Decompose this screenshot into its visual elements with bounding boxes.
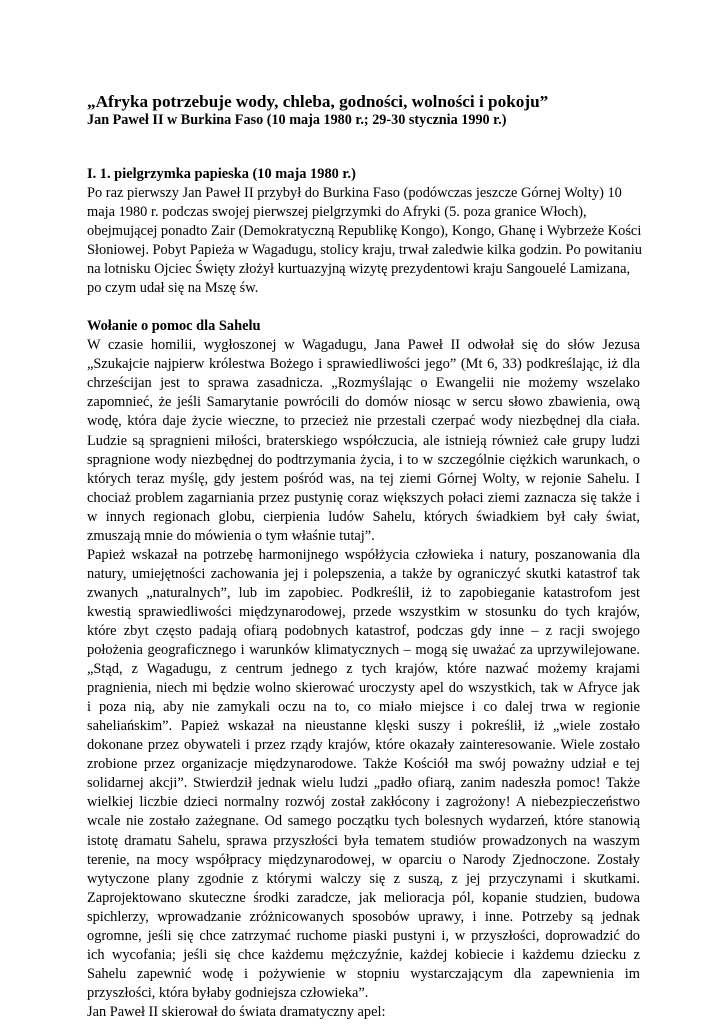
text-line: przyszłości, która byłaby godniejsza człowieka”. <box>87 984 369 1001</box>
text-line: Po raz pierwszy Jan Paweł II przybył do Burkina Faso (podówczas jeszcze Górnej Wolty) 10 <box>87 185 622 201</box>
text-line: terenie, na mocy współpracy międzynarodowej, w oparciu o Narody Zjednoczone. Zostały <box>87 851 640 868</box>
text-line: Zaprojektowano skuteczne środki zaradcze, jak melioracja pól, kopanie studzien, budowa <box>87 889 640 906</box>
text-line: maja 1980 r. podczas swojej pierwszej pielgrzymki do Afryki (5. poza granice Włoch), <box>87 204 587 221</box>
text-line: saheliańskim”. Papież wskazał na nieustanne klęski suszy i pokreślił, iż „wiele zostało <box>87 718 640 735</box>
text-line: kwestią sprawiedliwości międzynarodowej, przede wszystkim w stosunku do tych krajów, <box>87 603 640 620</box>
text-line: obejmującej ponadto Zair (Demokratyczną Republikę Kongo), Kongo, Ghanę i Wybrzeże Kości <box>87 223 642 240</box>
text-line: które zbyt często padają ofiarą podobnych katastrof, podczas gdy inne – z racji swojego <box>87 622 640 639</box>
text-line: natury, umiejętności zachowania jej i polepszenia, a także by ograniczyć skutki katastrof tak <box>87 565 640 582</box>
text-line: położenia geograficznego i warunków klimatycznych – mogą się uważać za uprzywilejowane. <box>87 642 640 659</box>
document-subtitle: Jan Paweł II w Burkina Faso (10 maja 1980 r.; 29-30 stycznia 1990 r.) <box>87 112 507 128</box>
text-line: i poza nią, aby nie zamykali oczu na to, co miało miejsce i co dalej trwa w regionie <box>87 699 640 716</box>
text-line: chrześcijan jest to sprawa zasadnicza. „Rozmyślając o Ewangelii nie możemy wszelako <box>87 375 640 392</box>
text-line: dokonane przez obywateli i przez rządy krajów, które okazały zainteresowanie. Wiele zostało <box>87 737 640 754</box>
text-line: zmuszają mnie do mówienia o tym właśnie tutaj”. <box>87 527 375 544</box>
spacer <box>87 298 640 317</box>
text-line: ogromne, jeśli się chce zatrzymać ruchome piaski pustyni i, w przyszłości, doprowadzić do <box>87 927 640 944</box>
text-line: wielkiej liczbie dzieci normalny rozwój został zakłócony i zagrożony! A niebezpieczeństwo <box>87 794 640 811</box>
section-heading-sahel: Wołanie o pomoc dla Sahelu <box>87 318 261 335</box>
text-line: zwanych „naturalnych”, lub im zapobiec. Podkreślił, iż to zapobieganie katastrofom jest <box>87 584 640 601</box>
text-line: „Stąd, z Wagadugu, z centrum jednego z tych krajów, które nazwać możemy krajami <box>87 661 640 678</box>
paragraph-homily <box>87 336 640 546</box>
text-line: Sahelu zapewnić wodę i pożywienie w stopniu wystarczającym dla zapewnienia im <box>87 965 640 982</box>
spacer <box>87 129 640 165</box>
paragraph-closing <box>87 1003 640 1022</box>
text-line: chociaż problem zagarniania przez pustynię coraz większych połaci ziemi zaznacza się także i <box>87 489 640 506</box>
text-line: pragnienia, niech mi będzie wolno skierować uroczysty apel do wszystkich, tak w Afryce jak <box>87 680 640 697</box>
text-line: w innych regionach globu, cierpienia ludów Sahelu, których świadkiem był cały świat, <box>87 508 640 525</box>
section-heading-pilgrimage: I. 1. pielgrzymka papieska (10 maja 1980 r.) <box>87 166 356 182</box>
text-line: na lotnisku Ojciec Święty złożył kurtuazyjną wizytę prezydentowi kraju Sangouelé Lamizana, <box>87 261 631 278</box>
text-line: „Szukajcie najpierw królestwa Bożego i sprawiedliwości jego” (Mt 6, 33) podkreślając, iż dla <box>87 356 640 373</box>
text-line: zapomnieć, że jeśli Samarytanie powrócili do domów niosąc w sercu słowo zbawienia, ową <box>87 394 640 411</box>
text-line: solidarnej akcji”. Stwierdził jednak wielu ludzi „padło ofiarą, zanim nadeszła pomoc! Także <box>87 775 640 792</box>
text-line: których teraz myślę, gdy jestem pośród was, na tej ziemi Górnej Wolty, w rejonie Sahelu. I <box>87 470 640 487</box>
text-line: wodę, która daje życie wieczne, to przecież nie przestali czerpać wody niezbędnej dla ciała. <box>87 413 640 430</box>
text-line: Jan Paweł II skierował do świata dramatyczny apel: <box>87 1003 386 1020</box>
text-line: Słoniowej. Pobyt Papieża w Wagadugu, stolicy kraju, trwał zaledwie kilka godzin. Po powitaniu <box>87 242 642 259</box>
text-line: spragnione wody niezbędnej do podtrzymania życia, i to w szczególnie ciężkich warunkach, o <box>87 451 640 468</box>
text-line: istotę dramatu Sahelu, sprawa przyszłości była tematem studiów prowadzonych na waszym <box>87 832 640 849</box>
paragraph-appeal <box>87 546 640 1003</box>
text-line: W czasie homilii, wygłoszonej w Wagadugu, Jana Paweł II odwołał się do słów Jezusa <box>87 337 640 354</box>
text-line: Ludzie są spragnieni miłości, braterskiego współczucia, ale istnieją również całe grupy ludzi <box>87 432 640 449</box>
document-title: „Afryka potrzebuje wody, chleba, godności, wolności i pokoju” <box>87 92 549 111</box>
text-line: wytyczone plany zgodnie z którymi walczy się z suszą, z jej przyczynami i skutkami. <box>87 870 640 887</box>
document-body <box>87 92 640 1022</box>
paragraph-pilgrimage <box>87 184 640 298</box>
text-line: wcale nie zostało zażegnane. Od samego początku tych bolesnych wydarzeń, które stanowią <box>87 813 640 830</box>
text-line: zrobione przez organizacje międzynarodowe. Także Kościół ma swój poważny udział e tej <box>87 756 640 773</box>
text-line: spichlerzy, wprowadzanie zróżnicowanych sposobów uprawy, i inne. Potrzeby są jednak <box>87 908 640 925</box>
text-line: ich wycofania; jeśli się chce każdemu mężczyźnie, każdej kobiecie i każdemu dziecku z <box>87 946 640 963</box>
text-line: Papież wskazał na potrzebę harmonijnego współżycia człowieka i natury, poszanowania dla <box>87 546 640 563</box>
text-line: po czym udał się na Mszę św. <box>87 280 259 297</box>
